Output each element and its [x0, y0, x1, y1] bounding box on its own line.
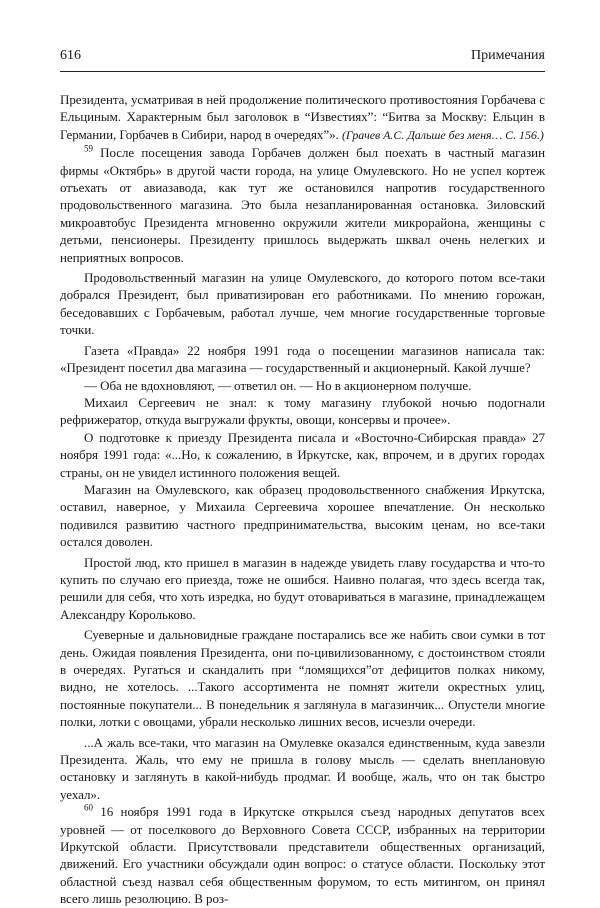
paragraph: Михаил Сергеевич не знал: к тому магазину глубокой ночью подогнали рефрижератор, откуда выгружали фрукты, овощи, консервы и прочее». [60, 394, 545, 428]
paragraph-text: После посещения завода Горбачев должен был поехать в частный магазин фирмы «Октябрь» в другой части города, на улице Омулевского. Но не успел кортеж отъехать от авиазавода, как тут же остановился напротив государственного продовольственного магазина. Это была незапланированная остановка. Зиловский микроавтобус Президента мгновенно окружили жители микрорайона, женщины с детьми, пенсионеры. Президенту пришлось выдержать шквал очень нелегких и неприятных вопросов. [60, 145, 545, 265]
paragraph-text: 16 ноября 1991 года в Иркутске открылся съезд народных депутатов всех уровней — от поселкового до Верховного Совета СССР, избранных на территории Иркутской области. Присутствовали представители общественных организаций, движений. Его участники обсуждали один вопрос: о статусе области. Поскольку этот областной съезд назвал себя общественным форумом, то есть митингом, он принял всего лишь резолюцию. В роз- [60, 804, 546, 907]
paragraph-text: Президента, усматривая в ней продолжение политического противостояния Горбачева с Ельциным. Характерным был заголовок в “Известиях”: “Битва за Москву: Ельцин в Германии, Горбачев в Сибири, народ в очередях”». [60, 92, 545, 142]
footnote-number: 60 [84, 802, 93, 813]
running-title: Примечания [470, 48, 545, 63]
citation: (Грачев А.С. Дальше без меня… С. 156.) [341, 127, 544, 142]
paragraph [60, 91, 545, 144]
footnote-paragraph [60, 144, 545, 266]
page-number: 616 [60, 48, 81, 63]
paragraph: Газета «Правда» 22 ноября 1991 года о посещении магазинов написала так: «Президент посетил два магазина — государственный и акционерный. Какой лучше? [60, 342, 545, 376]
footnote-paragraph [60, 803, 545, 907]
paragraph: Магазин на Омулевского, как образец продовольственного снабжения Иркутска, оставил, наверное, у Михаила Сергеевича хорошее впечатление. Он несколько подивился развитию частного предпринимательства, высоким ценам, но все-таки остался доволен. [60, 481, 545, 550]
paragraph: Простой люд, кто пришел в магазин в надежде увидеть главу государства и что-то купить по случаю его приезда, тоже не ошибся. Наивно полагая, что здесь всегда так, решили для себя, что хоть изредка, но будут отовариваться в магазине, принадлежащем Александру Корольково. [60, 554, 545, 622]
paragraph: Суеверные и дальновидные граждане постарались все же набить свои сумки в тот день. Ожидая появления Президента, они по-цивилизованному, с достоинством стояли в очередях. Ругаться и скандалить при “ломящихся”от дефицитов полках никому, видно, не хотелось. ...Такого ассортимента не помнят жители окрестных улиц, постоянные покупатели... В понедельник я заглянула в магазинчик... Опустели многие полки, лотки с овощами, убрали несколько лишних весов, исчезли очереди. [60, 627, 545, 730]
page-header [60, 46, 545, 66]
paragraph: О подготовке к приезду Президента писала и «Восточно-Сибирская правда» 27 ноября 1991 года: «...Но, к сожалению, в Иркутске, как, впрочем, и в других городах страны, он не увидел истинного положения вещей. [60, 429, 545, 480]
body-text [60, 91, 545, 908]
header-rule [60, 71, 545, 72]
footnote-number: 59 [84, 143, 93, 154]
paragraph: Продовольственный магазин на улице Омулевского, до которого потом все-таки добрался Президент, был приватизирован его работниками. По мнению горожан, беседовавших с Горбачевым, работал лучше, чем многие государственные торговые точки. [60, 270, 545, 338]
paragraph: — Оба не вдохновляют, — ответил он. — Но в акционерном получше. [84, 377, 472, 393]
paragraph: ...А жаль все-таки, что магазин на Омулевке оказался единственным, куда завезли Президента. Жаль, что ему не пришла в голову мысль — сделать внеплановую остановку и заглянуть в какой-нибудь продмаг. И вообще, жаль, что он так быстро уехал». [60, 734, 545, 802]
